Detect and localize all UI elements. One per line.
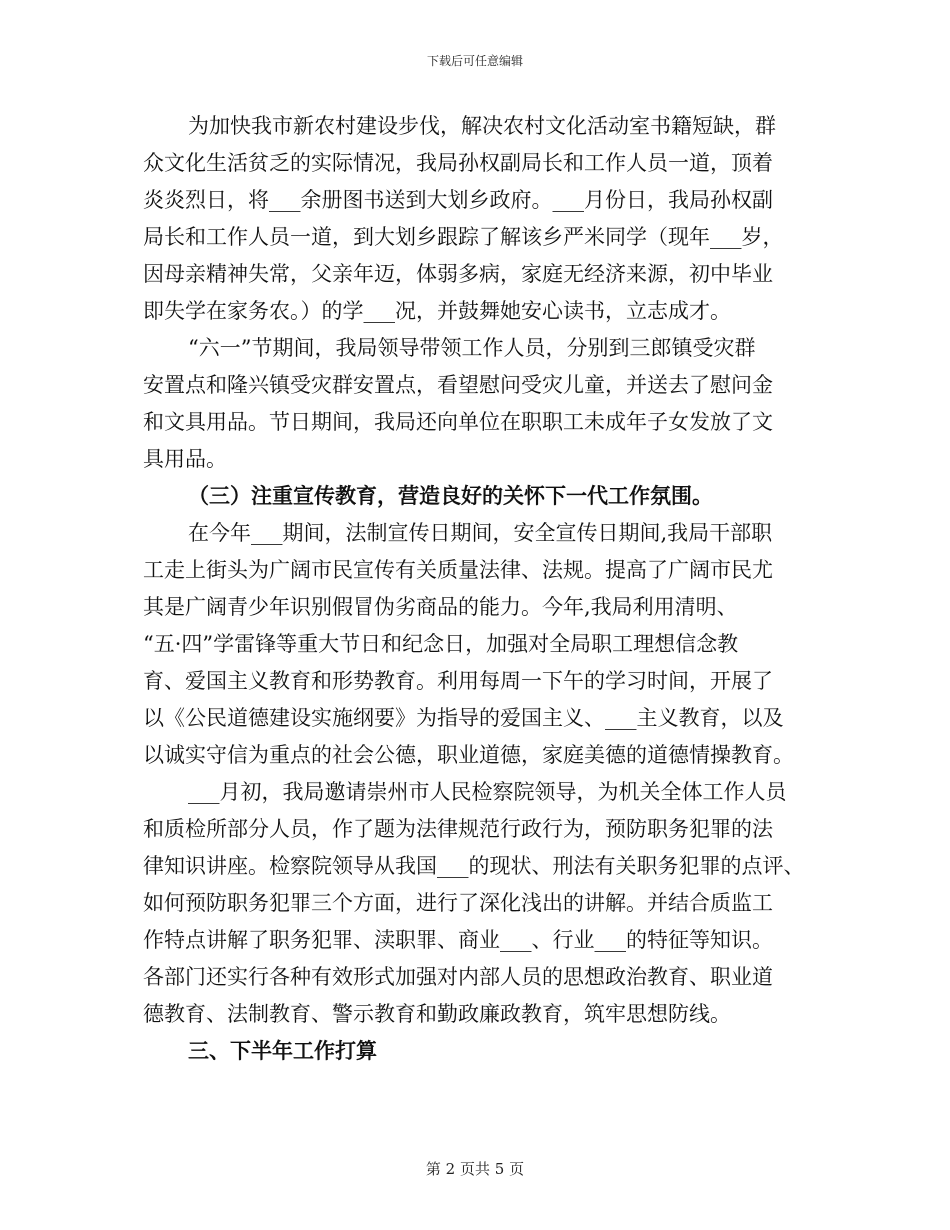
paragraph-line: “六一”节期间，我局领导带领工作人员，分别到三郎镇受灾群: [188, 336, 756, 360]
paragraph-line: 在今年___期间，法制宣传日期间，安全宣传日期间,我局干部职: [188, 521, 773, 545]
paragraph-line: 局长和工作人员一道，到大划乡跟踪了解该乡严米同学（现年___岁，: [143, 225, 784, 249]
paragraph-line: 因母亲精神失常，父亲年迈，体弱多病，家庭无经济来源，初中毕业: [143, 262, 773, 286]
page-header: 下载后可任意编辑: [426, 54, 523, 68]
paragraph-line: 为加快我市新农村建设步伐，解决农村文化活动室书籍短缺，群: [188, 114, 776, 138]
paragraph-line: 如何预防职务犯罪三个方面，进行了深化浅出的讲解。并结合质监工: [143, 891, 773, 915]
paragraph-line: 工走上街头为广阔市民宣传有关质量法律、法规。提高了广阔市民尤: [143, 558, 773, 582]
paragraph-line: 和文具用品。节日期间，我局还向单位在职职工未成年子女发放了文: [143, 410, 773, 434]
paragraph-line: 律知识讲座。检察院领导从我国___的现状、刑法有关职务犯罪的点评、: [143, 854, 805, 878]
section-heading: （三）注重宣传教育，营造良好的关怀下一代工作氛围。: [188, 484, 713, 508]
paragraph-line: 炎炎烈日，将___余册图书送到大划乡政府。___月份日，我局孙权副: [143, 188, 773, 212]
paragraph-line: 其是广阔青少年识别假冒伪劣商品的能力。今年,我局利用清明、: [143, 595, 738, 619]
paragraph-line: 即失学在家务农。）的学___况，并鼓舞她安心读书，立志成才。: [143, 299, 731, 323]
page-footer: 第 2 页共 5 页: [425, 1160, 525, 1178]
paragraph-line: 以《公民道德建设实施纲要》为指导的爱国主义、___主义教育，以及: [143, 706, 784, 730]
paragraph-line: 作特点讲解了职务犯罪、渎职罪、商业___、行业___的特征等知识。: [143, 928, 773, 952]
paragraph-line: 育、爱国主义教育和形势教育。利用每周一下午的学习时间，开展了: [143, 669, 773, 693]
paragraph-line: 众文化生活贫乏的实际情况，我局孙权副局长和工作人员一道，顶着: [143, 151, 773, 175]
paragraph-line: 具用品。: [143, 447, 227, 471]
paragraph-line: 以诚实守信为重点的社会公德，职业道德，家庭美德的道德情操教育。: [143, 743, 794, 767]
paragraph-line: ___月初，我局邀请崇州市人民检察院领导，为机关全体工作人员: [188, 780, 787, 804]
paragraph-line: 德教育、法制教育、警示教育和勤政廉政教育，筑牢思想防线。: [143, 1002, 731, 1026]
paragraph-line: 安置点和隆兴镇受灾群安置点，看望慰问受灾儿童，并送去了慰问金: [143, 373, 773, 397]
paragraph-line: “五·四”学雷锋等重大节日和纪念日，加强对全局职工理想信念教: [143, 632, 739, 656]
paragraph-line: 和质检所部分人员，作了题为法律规范行政行为，预防职务犯罪的法: [143, 817, 773, 841]
paragraph-line: 各部门还实行各种有效形式加强对内部人员的思想政治教育、职业道: [143, 965, 773, 989]
section-heading: 三、下半年工作打算: [188, 1039, 377, 1063]
